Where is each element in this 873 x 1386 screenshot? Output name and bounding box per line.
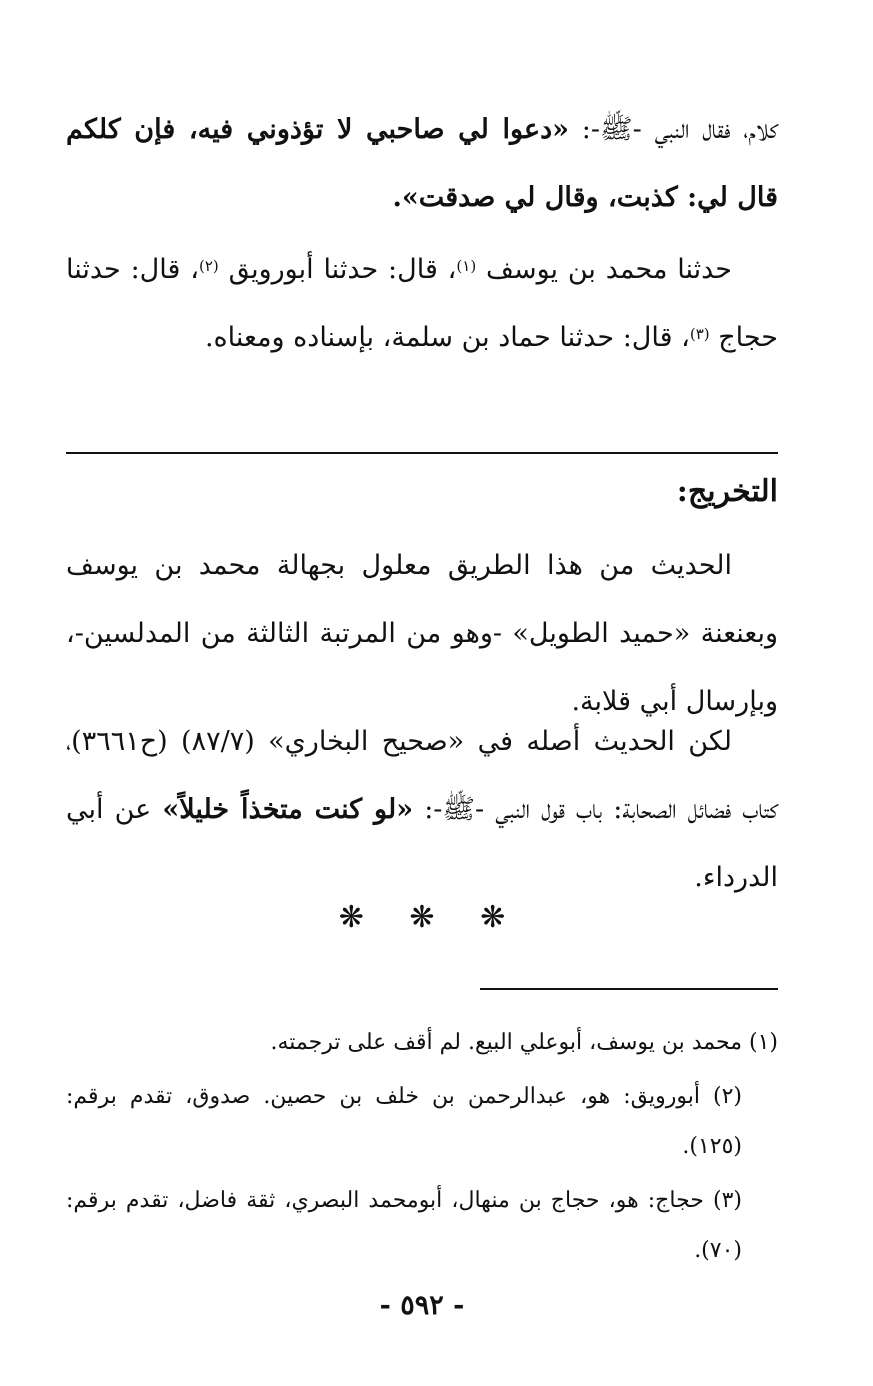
footnote-1: (١) محمد بن يوسف، أبوعلي البيع. لم أقف على ترجمته. bbox=[270, 1030, 778, 1055]
hadith-quote: «دعوا لي صاحبي لا تؤذوني فيه، فإن كلكم قال لي: كذبت، وقال لي صدقت». bbox=[66, 114, 778, 213]
takhrij-heading: التخريج: bbox=[676, 474, 778, 509]
isnad-text-2: ، قال: حدثنا أبورويق bbox=[228, 254, 457, 285]
hadith-intro: كلام، فقال النبي -ﷺ-: bbox=[568, 114, 778, 145]
isnad-paragraph bbox=[66, 236, 778, 372]
section-divider bbox=[66, 452, 778, 454]
footnote-ref-1: (١) bbox=[456, 257, 477, 275]
bukhari-quote: «لو كنت متخذاً خليلاً» bbox=[162, 794, 414, 825]
footnotes bbox=[66, 1018, 778, 1280]
takhrij-paragraph-2-end: عن أبي الدرداء. bbox=[66, 794, 778, 893]
hadith-ending bbox=[66, 96, 778, 232]
isnad-text-1: حدثنا محمد بن يوسف bbox=[486, 254, 732, 285]
footnote-ref-2: (٢) bbox=[198, 257, 219, 275]
takhrij-paragraph-2 bbox=[66, 708, 778, 912]
footnote-divider bbox=[480, 988, 778, 990]
takhrij-paragraph-1: الحديث من هذا الطريق معلول بجهالة محمد بن يوسف وبعنعنة «حميد الطويل» -وهو من المرتبة الثالثة من المدلسين-، وبإرسال أبي قلابة. bbox=[66, 550, 778, 717]
book-page bbox=[66, 0, 778, 1386]
takhrij-paragraph-2-start: لكن الحديث أصله في «صحيح البخاري» (٨٧/٧) (ح٣٦٦١)، كتاب فضائل الصحابة: باب قول النبي -ﷺ-: bbox=[66, 726, 778, 825]
footnote-2: (٢) أبورويق: هو، عبدالرحمن بن خلف بن حصين. صدوق، تقدم برقم: (١٢٥). bbox=[66, 1084, 743, 1159]
footnote-ref-3: (٣) bbox=[689, 325, 710, 343]
isnad-text-4: ، قال: حدثنا حماد بن سلمة، بإسناده ومعناه. bbox=[204, 322, 690, 353]
page-number: - ٥٩٢ - bbox=[379, 1290, 465, 1321]
asterism-separator: ❋ ❋ ❋ bbox=[338, 900, 506, 935]
isnad-text-3: ، قال: حدثنا حجاج bbox=[66, 254, 778, 353]
footnote-3: (٣) حجاج: هو، حجاج بن منهال، أبومحمد البصري، ثقة فاضل، تقدم برقم: (٧٠). bbox=[66, 1188, 742, 1263]
